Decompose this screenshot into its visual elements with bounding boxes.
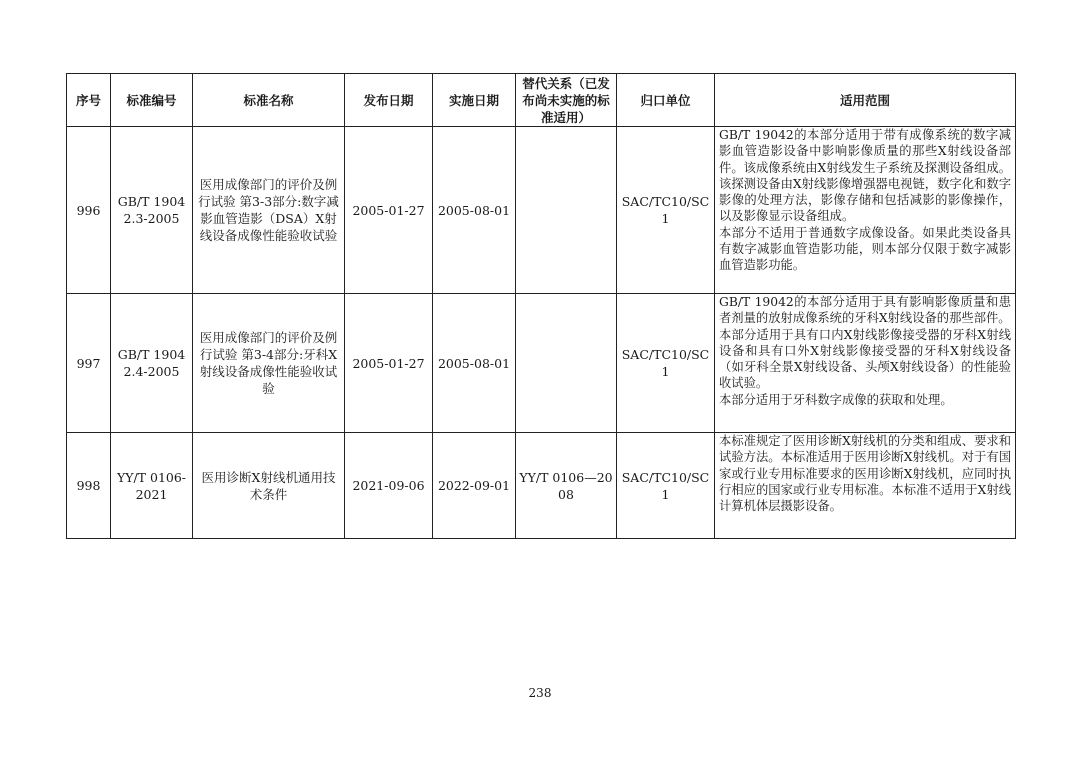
scope-paragraph: 本部分适用于牙科数字成像的获取和处理。 — [719, 392, 953, 407]
cell-code: YY/T 0106-2021 — [111, 433, 193, 539]
header-replace-relation: 替代关系（已发布尚未实施的标准适用） — [516, 74, 617, 127]
cell-seq: 998 — [67, 433, 111, 539]
scope-paragraph: GB/T 19042的本部分适用于具有影响影像质量和患者剂量的放射成像系统的牙科X射线设备的那些部件。 — [719, 295, 1011, 326]
table-row — [67, 127, 1016, 294]
cell-scope — [715, 294, 1016, 433]
cell-seq: 996 — [67, 127, 111, 294]
cell-unit: SAC/TC10/SC1 — [617, 433, 715, 539]
scope-paragraph: 本部分不适用于普通数字成像设备。如果此类设备具有数字减影血管造影功能，则本部分仅限于数字减影血管造影功能。 — [719, 225, 1011, 273]
cell-scope — [715, 433, 1016, 539]
cell-name: 医用成像部门的评价及例行试验 第3-3部分:数字减影血管造影（DSA）X射线设备成像性能验收试验 — [193, 127, 345, 294]
cell-replace-relation — [516, 294, 617, 433]
scope-paragraph: 本部分适用于具有口内X射线影像接受器的牙科X射线设备和具有口外X射线影像接受器的牙科X射线设备（如牙科全景X射线设备、头颅X射线设备）的性能验收试验。 — [719, 327, 1011, 391]
table-row — [67, 294, 1016, 433]
cell-publish-date: 2005-01-27 — [345, 127, 433, 294]
cell-seq: 997 — [67, 294, 111, 433]
header-implement-date: 实施日期 — [433, 74, 516, 127]
header-unit: 归口单位 — [617, 74, 715, 127]
header-scope: 适用范围 — [715, 74, 1016, 127]
table-row — [67, 433, 1016, 539]
scope-paragraph: GB/T 19042的本部分适用于带有成像系统的数字减影血管造影设备中影响影像质量的那些X射线设备部件。该成像系统由X射线发生子系统及探测设备组成。该探测设备由X射线影像增强器电视链，数字化和数字影像的处理方法，影像存储和包括减影的影像操作，以及影像显示设备组成。 — [719, 128, 1011, 224]
page-number: 238 — [528, 686, 552, 700]
standards-table — [66, 73, 1016, 539]
cell-replace-relation — [516, 127, 617, 294]
cell-name: 医用成像部门的评价及例行试验 第3-4部分:牙科X射线设备成像性能验收试验 — [193, 294, 345, 433]
cell-unit: SAC/TC10/SC1 — [617, 127, 715, 294]
table-header-row — [67, 74, 1016, 127]
header-code: 标准编号 — [111, 74, 193, 127]
cell-name: 医用诊断X射线机通用技术条件 — [193, 433, 345, 539]
cell-implement-date: 2005-08-01 — [433, 127, 516, 294]
cell-scope — [715, 127, 1016, 294]
cell-replace-relation: YY/T 0106—2008 — [516, 433, 617, 539]
cell-unit: SAC/TC10/SC1 — [617, 294, 715, 433]
cell-implement-date: 2005-08-01 — [433, 294, 516, 433]
cell-publish-date: 2021-09-06 — [345, 433, 433, 539]
header-name: 标准名称 — [193, 74, 345, 127]
scope-paragraph: 本标准规定了医用诊断X射线机的分类和组成、要求和试验方法。本标准适用于医用诊断X射线机。对于有国家或行业专用标准要求的医用诊断X射线机，应同时执行相应的国家或行业专用标准。本标准不适用于X射线计算机体层摄影设备。 — [719, 434, 1011, 514]
cell-code: GB/T 19042.4-2005 — [111, 294, 193, 433]
cell-publish-date: 2005-01-27 — [345, 294, 433, 433]
cell-code: GB/T 19042.3-2005 — [111, 127, 193, 294]
header-publish-date: 发布日期 — [345, 74, 433, 127]
cell-implement-date: 2022-09-01 — [433, 433, 516, 539]
header-seq: 序号 — [67, 74, 111, 127]
